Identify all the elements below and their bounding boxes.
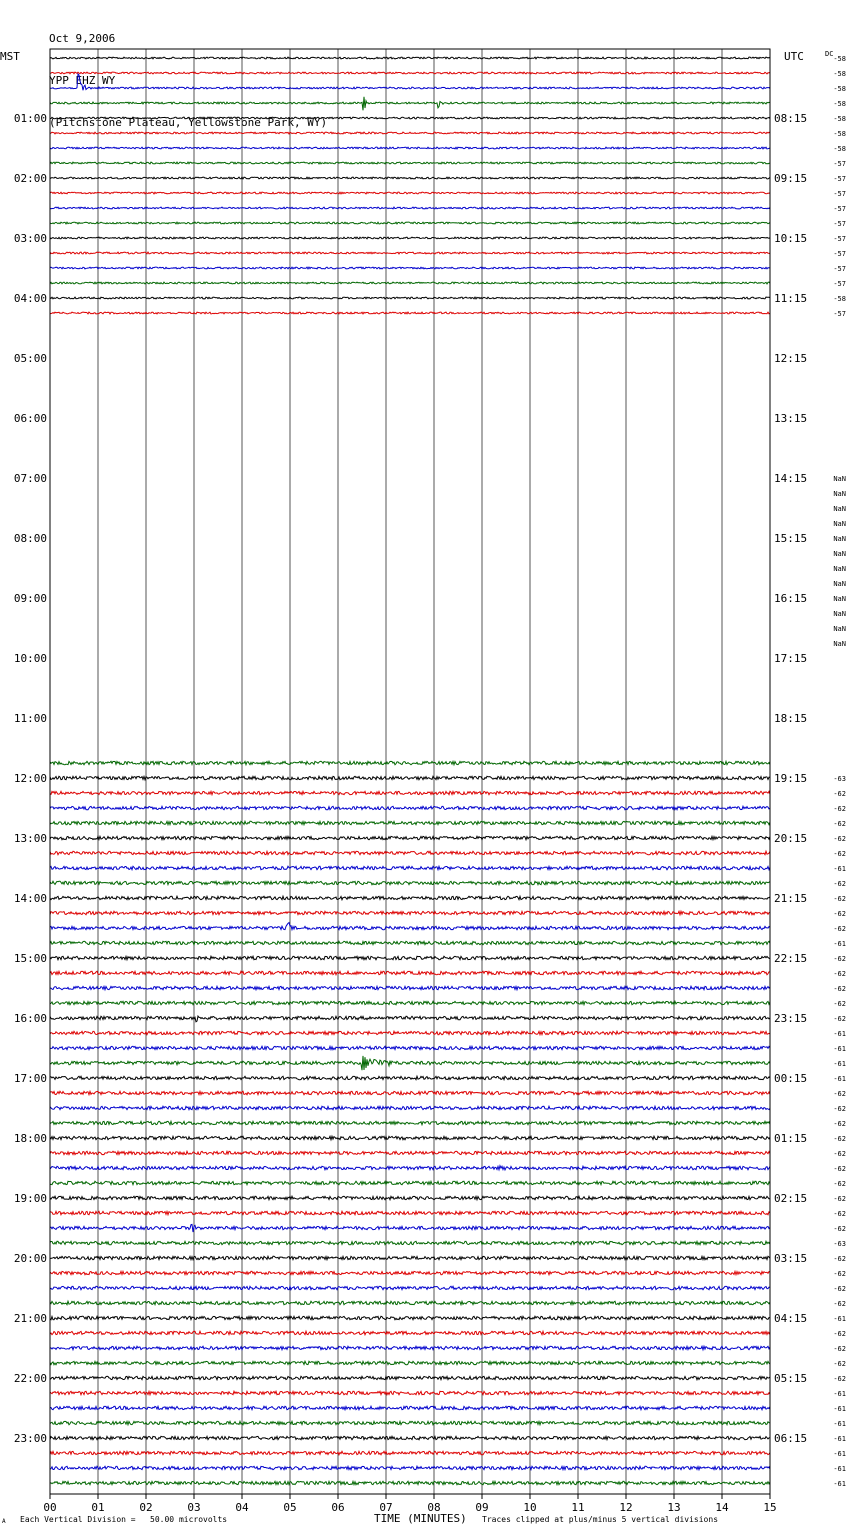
dc-offset-label: -57 [833, 265, 846, 273]
trace-row [50, 132, 770, 134]
right-hour-label: 02:15 [774, 1192, 808, 1205]
x-axis-label: TIME (MINUTES) [374, 1512, 467, 1525]
trace-row [50, 297, 770, 299]
dc-offset-label: -62 [833, 1330, 846, 1338]
left-hour-label: 04:00 [13, 292, 47, 305]
corner-mark: A [2, 1518, 6, 1525]
trace-row [50, 74, 770, 90]
dc-offset-label: -62 [833, 820, 846, 828]
left-hour-label: 20:00 [13, 1252, 47, 1265]
plot-frame [50, 49, 770, 1494]
trace-row [50, 1121, 770, 1124]
dc-offset-label: -61 [833, 1465, 846, 1473]
x-axis-ticks [43, 1494, 776, 1514]
right-hour-label: 19:15 [774, 772, 808, 785]
right-hour-label: 12:15 [774, 352, 808, 365]
trace-row [50, 1031, 770, 1034]
trace-row [50, 1181, 770, 1184]
dc-offset-label: -62 [833, 1135, 846, 1143]
right-hour-labels [774, 112, 807, 1445]
station-code: YPP EHZ WY [49, 74, 116, 87]
x-tick-label: 04 [235, 1501, 249, 1514]
trace-row [50, 1076, 770, 1079]
seismic-traces [50, 57, 770, 1485]
dc-offset-label: -58 [833, 85, 846, 93]
dc-offset-label: -57 [833, 310, 846, 318]
right-hour-label: 06:15 [774, 1432, 808, 1445]
dc-offset-label: NaN [833, 505, 846, 513]
dc-offset-label: -61 [833, 1405, 846, 1413]
left-hour-label: 09:00 [13, 592, 47, 605]
trace-row [50, 776, 770, 779]
trace-row [50, 761, 770, 764]
dc-offset-label: NaN [833, 535, 846, 543]
trace-row [50, 1406, 770, 1409]
minute-grid [98, 49, 722, 1494]
trace-row [50, 851, 770, 854]
x-tick-label: 11 [571, 1501, 585, 1514]
dc-offset-label: -58 [833, 115, 846, 123]
right-hour-label: 03:15 [774, 1252, 808, 1265]
dc-offset-label: NaN [833, 550, 846, 558]
trace-row [50, 836, 770, 839]
trace-row [50, 192, 770, 194]
dc-offset-label: -62 [833, 1090, 846, 1098]
x-tick-label: 13 [667, 1501, 681, 1514]
x-tick-label: 08 [427, 1501, 441, 1514]
trace-row [50, 1016, 770, 1022]
trace-row [50, 1151, 770, 1154]
dc-offset-label: -62 [833, 895, 846, 903]
right-hour-label: 01:15 [774, 1132, 808, 1145]
trace-row [50, 866, 770, 869]
right-hour-label: 18:15 [774, 712, 808, 725]
dc-offset-label: -57 [833, 205, 846, 213]
dc-offset-label: -62 [833, 1360, 846, 1368]
x-tick-label: 12 [619, 1501, 633, 1514]
dc-offset-label: -62 [833, 1180, 846, 1188]
dc-offset-label: NaN [833, 625, 846, 633]
left-hour-label: 22:00 [13, 1372, 47, 1385]
dc-offset-label: -62 [833, 1015, 846, 1023]
dc-offset-label: NaN [833, 595, 846, 603]
dc-offset-label: -61 [833, 1030, 846, 1038]
x-tick-label: 10 [523, 1501, 537, 1514]
trace-row [50, 1481, 770, 1484]
dc-offset-label: -62 [833, 1105, 846, 1113]
trace-row [50, 1046, 770, 1049]
dc-label: DC [825, 50, 834, 58]
dc-offset-label: NaN [833, 490, 846, 498]
dc-offset-label: NaN [833, 520, 846, 528]
dc-offset-label: -57 [833, 280, 846, 288]
trace-row [50, 72, 770, 74]
right-hour-label: 13:15 [774, 412, 808, 425]
trace-row [50, 806, 770, 809]
trace-row [50, 1166, 770, 1170]
trace-row [50, 222, 770, 224]
left-hour-label: 01:00 [13, 112, 47, 125]
trace-row [50, 1376, 770, 1379]
dc-offset-label: -62 [833, 805, 846, 813]
dc-offset-label: -57 [833, 175, 846, 183]
right-hour-label: 05:15 [774, 1372, 808, 1385]
dc-offset-label: -58 [833, 130, 846, 138]
trace-row [50, 896, 770, 899]
trace-row [50, 971, 770, 974]
left-hour-label: 17:00 [13, 1072, 47, 1085]
left-axis-title: MST [0, 50, 20, 63]
trace-row [50, 267, 770, 269]
right-hour-label: 16:15 [774, 592, 808, 605]
dc-offset-label: -57 [833, 190, 846, 198]
trace-row [50, 147, 770, 149]
dc-offset-label: -58 [833, 295, 846, 303]
left-hour-label: 13:00 [13, 832, 47, 845]
trace-row [50, 1451, 770, 1454]
dc-offset-label: NaN [833, 580, 846, 588]
right-hour-label: 09:15 [774, 172, 808, 185]
trace-row [50, 1106, 770, 1109]
dc-offset-label: -62 [833, 1210, 846, 1218]
right-hour-label: 04:15 [774, 1312, 808, 1325]
dc-offset-label: -62 [833, 925, 846, 933]
left-hour-label: 10:00 [13, 652, 47, 665]
right-axis-title: UTC [784, 50, 804, 63]
trace-row [50, 97, 770, 111]
dc-offset-label: -58 [833, 55, 846, 63]
dc-offset-label: -61 [833, 1315, 846, 1323]
dc-offset-label: -58 [833, 100, 846, 108]
trace-row [50, 1001, 770, 1004]
trace-row [50, 1256, 770, 1259]
dc-offset-label: -61 [833, 940, 846, 948]
trace-row [50, 117, 770, 119]
x-tick-label: 07 [379, 1501, 393, 1514]
dc-offset-label: -62 [833, 1270, 846, 1278]
plot-date: Oct 9,2006 [49, 32, 116, 45]
x-tick-label: 15 [763, 1501, 777, 1514]
trace-row [50, 923, 770, 930]
trace-row [50, 282, 770, 284]
right-hour-label: 10:15 [774, 232, 808, 245]
left-hour-label: 07:00 [13, 472, 47, 485]
dc-offset-label: -61 [833, 1060, 846, 1068]
trace-row [50, 57, 770, 59]
trace-row [50, 791, 770, 794]
dc-offset-label: -58 [833, 70, 846, 78]
trace-row [50, 1196, 770, 1199]
dc-offset-label: -62 [833, 970, 846, 978]
dc-offset-label: -62 [833, 1120, 846, 1128]
right-hour-label: 15:15 [774, 532, 808, 545]
dc-offset-label: -62 [833, 985, 846, 993]
dc-offset-label: -62 [833, 1255, 846, 1263]
left-hour-label: 14:00 [13, 892, 47, 905]
dc-offset-label: -61 [833, 1075, 846, 1083]
dc-offset-label: -57 [833, 250, 846, 258]
right-hour-label: 14:15 [774, 472, 808, 485]
right-hour-label: 21:15 [774, 892, 808, 905]
trace-row [50, 1241, 770, 1244]
dc-offset-label: NaN [833, 610, 846, 618]
left-hour-label: 15:00 [13, 952, 47, 965]
x-tick-label: 03 [187, 1501, 201, 1514]
left-hour-label: 23:00 [13, 1432, 47, 1445]
trace-row [50, 312, 770, 314]
x-tick-label: 01 [91, 1501, 105, 1514]
dc-offset-label: NaN [833, 565, 846, 573]
left-hour-label: 16:00 [13, 1012, 47, 1025]
left-hour-label: 21:00 [13, 1312, 47, 1325]
left-hour-label: 18:00 [13, 1132, 47, 1145]
dc-offset-label: -57 [833, 220, 846, 228]
dc-offset-label: -62 [833, 1165, 846, 1173]
x-tick-label: 00 [43, 1501, 57, 1514]
trace-row [50, 986, 770, 989]
trace-row [50, 956, 770, 959]
x-tick-label: 06 [331, 1501, 345, 1514]
right-hour-label: 23:15 [774, 1012, 808, 1025]
trace-row [50, 1436, 770, 1439]
dc-offset-label: -57 [833, 235, 846, 243]
dc-offset-label: -63 [833, 1240, 846, 1248]
trace-row [50, 237, 770, 239]
dc-offset-label: -58 [833, 145, 846, 153]
dc-offset-label: NaN [833, 475, 846, 483]
clip-note: Traces clipped at plus/minus 5 vertical divisions [482, 1515, 719, 1524]
trace-row [50, 1391, 770, 1394]
dc-offset-label: -62 [833, 910, 846, 918]
trace-row [50, 1346, 770, 1349]
trace-row [50, 1224, 770, 1232]
dc-offset-label: -62 [833, 790, 846, 798]
trace-row [50, 252, 770, 254]
left-hour-label: 02:00 [13, 172, 47, 185]
dc-offset-label: -61 [833, 1420, 846, 1428]
trace-row [50, 1056, 770, 1070]
dc-offset-label: -62 [833, 955, 846, 963]
trace-row [50, 1091, 770, 1094]
right-hour-label: 11:15 [774, 292, 808, 305]
right-hour-label: 08:15 [774, 112, 808, 125]
trace-row [50, 821, 770, 824]
trace-row [50, 1331, 770, 1334]
dc-offset-label: -62 [833, 1375, 846, 1383]
dc-offset-label: -63 [833, 775, 846, 783]
left-hour-label: 08:00 [13, 532, 47, 545]
trace-row [50, 1361, 770, 1364]
trace-row [50, 207, 770, 209]
trace-row [50, 1421, 770, 1424]
trace-row [50, 1211, 770, 1214]
dc-offset-label: -62 [833, 1000, 846, 1008]
dc-offset-label: -62 [833, 850, 846, 858]
dc-offset-label: -61 [833, 1450, 846, 1458]
dc-offset-label: -62 [833, 1150, 846, 1158]
trace-row [50, 1286, 770, 1289]
dc-offset-label: NaN [833, 640, 846, 648]
left-hour-label: 19:00 [13, 1192, 47, 1205]
x-tick-label: 09 [475, 1501, 489, 1514]
left-hour-label: 06:00 [13, 412, 47, 425]
right-hour-label: 17:15 [774, 652, 808, 665]
trace-row [50, 177, 770, 179]
dc-offset-label: -62 [833, 1300, 846, 1308]
left-hour-label: 05:00 [13, 352, 47, 365]
trace-row [50, 1316, 770, 1319]
trace-row [50, 881, 770, 884]
trace-row [50, 1301, 770, 1304]
station-location: (Pitchstone Plateau, Yellowstone Park, WY) [49, 116, 328, 129]
x-tick-label: 05 [283, 1501, 297, 1514]
dc-offset-label: -61 [833, 865, 846, 873]
trace-row [50, 162, 770, 164]
dc-offset-label: -57 [833, 160, 846, 168]
dc-offset-label: -61 [833, 1390, 846, 1398]
dc-offset-label: -62 [833, 1225, 846, 1233]
dc-offset-label: -62 [833, 1195, 846, 1203]
left-hour-label: 12:00 [13, 772, 47, 785]
trace-row [50, 911, 770, 914]
dc-offset-label: -62 [833, 1285, 846, 1293]
dc-offset-label: -61 [833, 1480, 846, 1488]
right-hour-label: 00:15 [774, 1072, 808, 1085]
left-hour-labels [14, 112, 47, 1445]
trace-row [50, 1466, 770, 1469]
x-tick-label: 14 [715, 1501, 729, 1514]
dc-offset-label: -62 [833, 835, 846, 843]
scale-note: Each Vertical Division = 50.00 microvolts [20, 1515, 228, 1524]
dc-offset-label: -61 [833, 1435, 846, 1443]
left-hour-label: 03:00 [13, 232, 47, 245]
dc-offset-label: -62 [833, 880, 846, 888]
trace-row [50, 1136, 770, 1139]
dc-offset-label: -61 [833, 1045, 846, 1053]
trace-row [50, 1271, 770, 1274]
dc-offset-labels [833, 55, 846, 1488]
right-hour-label: 20:15 [774, 832, 808, 845]
left-hour-label: 11:00 [13, 712, 47, 725]
right-hour-label: 22:15 [774, 952, 808, 965]
x-tick-label: 02 [139, 1501, 153, 1514]
trace-row [50, 941, 770, 944]
dc-offset-label: -62 [833, 1345, 846, 1353]
